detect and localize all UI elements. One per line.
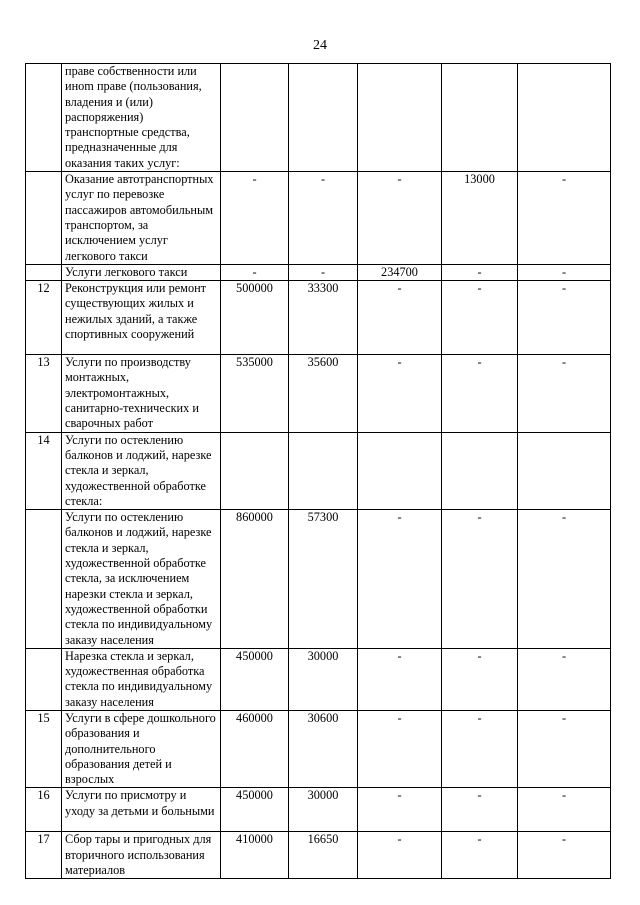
- value-cell-5: -: [518, 788, 611, 832]
- value-cell-4: [442, 64, 518, 172]
- value-cell-1: -: [221, 172, 289, 265]
- value-cell-1: 450000: [221, 788, 289, 832]
- value-cell-1: -: [221, 264, 289, 280]
- value-cell-3: -: [358, 281, 442, 355]
- value-cell-3: -: [358, 355, 442, 432]
- value-cell-1: 535000: [221, 355, 289, 432]
- row-number-cell: [26, 264, 62, 280]
- page-number: 24: [313, 38, 327, 53]
- row-number-cell: [26, 172, 62, 265]
- value-cell-5: -: [518, 510, 611, 649]
- value-cell-1: 450000: [221, 648, 289, 710]
- service-name-cell: Услуги по остеклению балконов и лоджий, нарезке стекла и зеркал, художественной обработке стекла:: [62, 432, 221, 509]
- table-row: [26, 788, 611, 832]
- value-cell-4: -: [442, 281, 518, 355]
- row-number-cell: 13: [26, 355, 62, 432]
- value-cell-4: -: [442, 510, 518, 649]
- value-cell-3: [358, 64, 442, 172]
- service-name-cell: Услуги по производству монтажных, электромонтажных, санитарно-технических и сварочных работ: [62, 355, 221, 432]
- value-cell-4: -: [442, 355, 518, 432]
- service-name-cell: Услуги по остеклению балконов и лоджий, нарезке стекла и зеркал, художественной обработке стекла, за исключением нарезки стекла и зеркал, художественной обработки стекла по индивидуальному заказу населения: [62, 510, 221, 649]
- table-row: [26, 648, 611, 710]
- value-cell-4: 13000: [442, 172, 518, 265]
- value-cell-5: -: [518, 355, 611, 432]
- value-cell-5: -: [518, 832, 611, 879]
- value-cell-3: -: [358, 648, 442, 710]
- value-cell-2: -: [289, 264, 358, 280]
- table-row: [26, 355, 611, 432]
- row-number-cell: 16: [26, 788, 62, 832]
- value-cell-4: -: [442, 264, 518, 280]
- value-cell-1: 410000: [221, 832, 289, 879]
- value-cell-1: [221, 64, 289, 172]
- value-cell-2: [289, 64, 358, 172]
- value-cell-5: -: [518, 264, 611, 280]
- service-name-cell: Сбор тары и пригодных для вторичного использования материалов: [62, 832, 221, 879]
- row-number-cell: [26, 648, 62, 710]
- value-cell-4: -: [442, 648, 518, 710]
- value-cell-1: 460000: [221, 710, 289, 787]
- value-cell-4: [442, 432, 518, 509]
- service-name-cell: праве собственности или иноm праве (пользования, владения и (или) распоряжения) транспортные средства, предназначенные для оказания таких услуг:: [62, 64, 221, 172]
- value-cell-2: 16650: [289, 832, 358, 879]
- value-cell-3: -: [358, 710, 442, 787]
- value-cell-2: 30600: [289, 710, 358, 787]
- table-row: [26, 281, 611, 355]
- table-row: [26, 510, 611, 649]
- table-row: [26, 64, 611, 172]
- value-cell-4: -: [442, 832, 518, 879]
- table-row: [26, 832, 611, 879]
- value-cell-2: 30000: [289, 648, 358, 710]
- service-name-cell: Услуги в сфере дошкольного образования и дополнительного образования детей и взрослых: [62, 710, 221, 787]
- table-row: [26, 264, 611, 280]
- row-number-cell: 14: [26, 432, 62, 509]
- table-row: [26, 710, 611, 787]
- service-name-cell: Нарезка стекла и зеркал, художественная обработка стекла по индивидуальному заказу населения: [62, 648, 221, 710]
- value-cell-4: -: [442, 788, 518, 832]
- value-cell-2: 57300: [289, 510, 358, 649]
- row-number-cell: [26, 510, 62, 649]
- value-cell-5: [518, 432, 611, 509]
- value-cell-3: -: [358, 510, 442, 649]
- service-name-cell: Оказание автотранспортных услуг по перевозке пассажиров автомобильным транспортом, за исключением услуг легкового такси: [62, 172, 221, 265]
- value-cell-5: -: [518, 648, 611, 710]
- value-cell-4: -: [442, 710, 518, 787]
- table-body: [26, 64, 611, 879]
- value-cell-3: -: [358, 172, 442, 265]
- value-cell-1: 860000: [221, 510, 289, 649]
- service-name-cell: Реконструкция или ремонт существующих жилых и нежилых зданий, а также спортивных сооружений: [62, 281, 221, 355]
- value-cell-2: [289, 432, 358, 509]
- value-cell-3: [358, 432, 442, 509]
- tariff-table: [25, 63, 611, 879]
- value-cell-1: [221, 432, 289, 509]
- value-cell-2: -: [289, 172, 358, 265]
- value-cell-2: 35600: [289, 355, 358, 432]
- service-name-cell: Услуги по присмотру и уходу за детьми и больными: [62, 788, 221, 832]
- table-row: [26, 432, 611, 509]
- value-cell-2: 33300: [289, 281, 358, 355]
- value-cell-2: 30000: [289, 788, 358, 832]
- value-cell-1: 500000: [221, 281, 289, 355]
- value-cell-5: -: [518, 172, 611, 265]
- value-cell-5: -: [518, 281, 611, 355]
- value-cell-3: -: [358, 832, 442, 879]
- value-cell-5: [518, 64, 611, 172]
- table-row: [26, 172, 611, 265]
- row-number-cell: 17: [26, 832, 62, 879]
- value-cell-5: -: [518, 710, 611, 787]
- value-cell-3: 234700: [358, 264, 442, 280]
- row-number-cell: 15: [26, 710, 62, 787]
- value-cell-3: -: [358, 788, 442, 832]
- service-name-cell: Услуги легкового такси: [62, 264, 221, 280]
- row-number-cell: [26, 64, 62, 172]
- row-number-cell: 12: [26, 281, 62, 355]
